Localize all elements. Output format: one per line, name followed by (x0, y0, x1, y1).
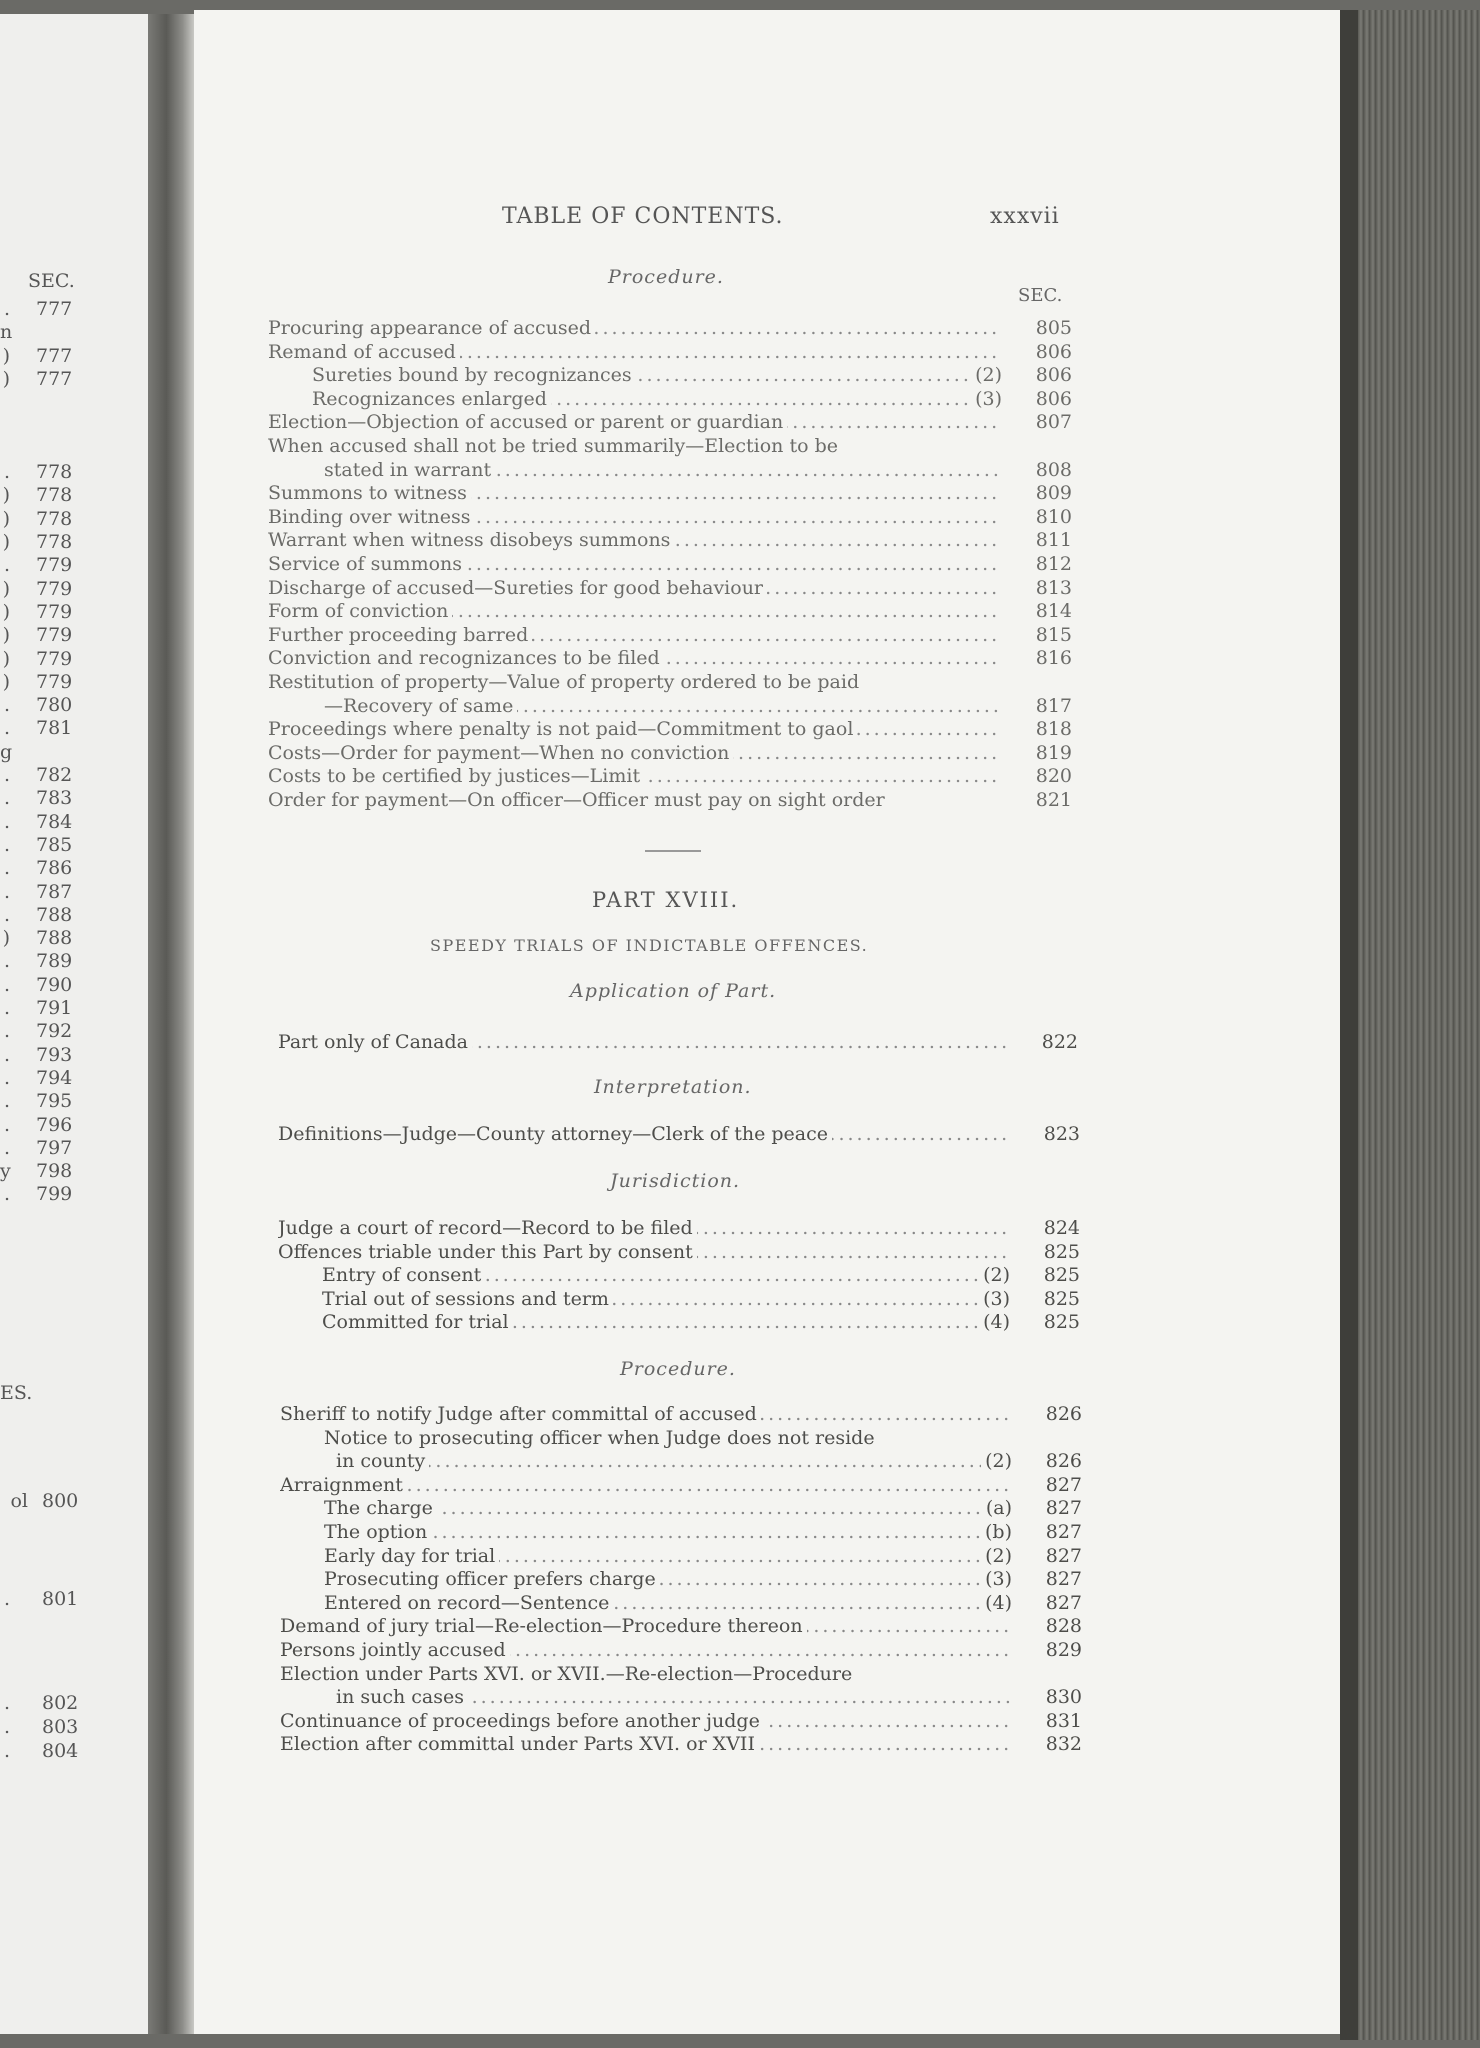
toc-entry-section-number: 825 (1043, 1287, 1080, 1310)
toc-entry (280, 1638, 1082, 1662)
toc-entry-subsection: (4) (981, 1591, 1012, 1615)
toc-entry-section-number: 817 (1035, 694, 1072, 717)
left-page-entry-tail: . (3, 833, 10, 856)
toc-entry (278, 1263, 1080, 1287)
toc-entry-section-number: 806 (1035, 364, 1072, 387)
toc-entry-section-number: 809 (1035, 482, 1072, 505)
sec-column-label: SEC. (1018, 285, 1063, 306)
left-page-entry-tail: ) (2, 484, 10, 507)
left-page-entry-number: 779 (36, 647, 73, 670)
toc-entry-section-number: 806 (1035, 340, 1072, 363)
left-page-entry-number: 803 (42, 1716, 79, 1738)
toc-entry-section-number: 819 (1035, 741, 1072, 764)
toc-entry-label: Recognizances enlarged (312, 388, 551, 410)
left-page-entry-number: 798 (36, 1160, 73, 1183)
toc-entry-text (324, 694, 1002, 718)
left-page-entry-number: 794 (36, 1066, 73, 1089)
toc-entry-subsection: (3) (981, 1567, 1012, 1591)
left-page-entry-number: 777 (36, 367, 73, 390)
toc-entry-subsection: (2) (979, 1263, 1010, 1287)
left-page-entry-tail: ES. (0, 1382, 33, 1404)
left-page-entry-tail: ) (2, 507, 10, 530)
left-page-entry-tail: . (3, 1090, 10, 1113)
toc-entry-label: Demand of jury trial—Re-election—Procedure thereon (280, 1615, 807, 1637)
toc-entry-label: Definitions—Judge—County attorney—Clerk of the peace (278, 1123, 832, 1145)
toc-entry-text (268, 670, 1002, 694)
toc-entry-section-number: 812 (1035, 553, 1072, 575)
toc-entry (268, 387, 1072, 411)
toc-entry-text (324, 1567, 1012, 1591)
toc-entry-label: Binding over witness (268, 506, 474, 528)
toc-entry-section-number: 827 (1045, 1473, 1082, 1496)
left-page-entry-number: 793 (36, 1043, 73, 1066)
toc-entry-label: Notice to prosecuting officer when Judge does not reside (324, 1427, 879, 1449)
toc-entry (278, 1030, 1078, 1054)
toc-entry-text (268, 599, 1002, 623)
left-page-entry-number: 799 (36, 1183, 73, 1206)
left-page-entry-number: 779 (36, 554, 73, 577)
left-page-entry-tail: . (3, 461, 10, 484)
toc-entry-section-number: 818 (1035, 718, 1072, 741)
left-page-entry-tail: ) (2, 647, 10, 670)
section-heading-procedure-2: Procedure. (620, 1358, 736, 1380)
toc-entry-text (268, 434, 1002, 458)
toc-entry-text (268, 481, 1002, 505)
toc-entry (280, 1685, 1082, 1709)
left-page-entry-tail: . (3, 1740, 10, 1762)
toc-entry (268, 741, 1072, 765)
toc-entry-label: Part only of Canada (278, 1031, 472, 1053)
toc-entry-text (280, 1662, 1012, 1686)
toc-entry (268, 434, 1072, 458)
toc-entry-text (278, 1122, 1010, 1146)
left-page-entry-tail: . (3, 997, 10, 1019)
toc-entry-subsection: (4) (979, 1310, 1010, 1334)
toc-entry-text (324, 1426, 1012, 1450)
toc-entry (280, 1591, 1082, 1615)
toc-entry-text (280, 1473, 1012, 1497)
toc-entry-text (324, 458, 1002, 482)
toc-entry-section-number: 825 (1043, 1240, 1080, 1263)
toc-entry-section-number: 823 (1043, 1123, 1080, 1145)
toc-entry (268, 316, 1072, 340)
toc-entry-label: Arraignment (280, 1474, 407, 1496)
left-page-entry-number: 791 (36, 997, 73, 1019)
toc-entry-text (268, 623, 1002, 647)
toc-entry (268, 623, 1072, 647)
toc-entry (280, 1473, 1082, 1497)
toc-entry (268, 646, 1072, 670)
toc-entry-label: Restitution of property—Value of property ordered to be paid (268, 671, 863, 693)
left-page-entry-number: 777 (36, 298, 73, 320)
left-page-entry-tail: ) (2, 927, 10, 950)
left-page-entry-tail: . (3, 1588, 10, 1610)
toc-entry-section-number: 816 (1035, 647, 1072, 670)
toc-entry (268, 363, 1072, 387)
left-page-entry-number: 780 (36, 694, 73, 717)
toc-entry-label: Trial out of sessions and term (322, 1288, 613, 1310)
toc-entry (268, 599, 1072, 623)
toc-entry-section-number: 822 (1041, 1031, 1078, 1053)
toc-entry-text (324, 1496, 1012, 1520)
toc-entry-subsection: (b) (981, 1520, 1012, 1544)
toc-entry-label: Continuance of proceedings before another judge (280, 1710, 764, 1732)
section-heading-jurisdiction: Jurisdiction. (610, 1170, 741, 1192)
toc-entry-subsection: (2) (981, 1449, 1012, 1473)
toc-entry-label: Committed for trial (322, 1311, 513, 1333)
toc-entry-subsection: (3) (979, 1287, 1010, 1311)
toc-entry (278, 1310, 1080, 1334)
toc-entry-label: Order for payment—On officer—Officer must pay on sight order (268, 789, 889, 811)
left-page-entry-tail: . (3, 554, 10, 577)
toc-entry-text (268, 410, 1002, 434)
left-page-entry-tail: . (3, 1692, 10, 1714)
left-page-entry-tail: ) (2, 531, 10, 553)
left-page-entry-tail: g (0, 740, 13, 763)
section-heading-procedure: Procedure. (608, 266, 724, 288)
toc-entry-label: Sureties bound by recognizances (312, 364, 636, 386)
toc-entry-section-number: 814 (1035, 600, 1072, 623)
toc-entry-label: Summons to witness (268, 482, 471, 504)
left-page-entry-number: 779 (36, 624, 73, 647)
left-page-entry-tail: n (0, 321, 13, 344)
left-page-entry-tail: . (3, 950, 10, 973)
toc-entry-label: Judge a court of record—Record to be filed (278, 1217, 697, 1239)
toc-entry-text (280, 1402, 1012, 1426)
left-page-entry-number: 788 (36, 903, 73, 926)
left-page-entry-number: 796 (36, 1113, 73, 1136)
left-page-entry-tail: . (3, 1136, 10, 1159)
toc-entry (280, 1709, 1082, 1733)
toc-entry (268, 694, 1072, 718)
toc-entry-label: When accused shall not be tried summarily—Election to be (268, 435, 842, 457)
left-page-entry-number: 795 (36, 1090, 73, 1113)
left-page-entry-tail: . (3, 787, 10, 810)
toc-entry-subsection: (2) (981, 1544, 1012, 1568)
toc-entry (280, 1544, 1082, 1568)
running-title: TABLE OF CONTENTS. (502, 204, 784, 229)
left-page-entry-tail: ol (10, 1490, 28, 1512)
toc-entry (280, 1426, 1082, 1450)
page-number: xxxvii (990, 204, 1060, 229)
toc-entry-label: Remand of accused (268, 341, 460, 363)
toc-entry-section-number: 827 (1045, 1591, 1082, 1614)
left-page-entry-number: 778 (36, 461, 73, 484)
toc-entry (268, 717, 1072, 741)
toc-entry-label: Conviction and recognizances to be filed (268, 647, 664, 669)
part-title: PART XVIII. (592, 888, 740, 912)
left-page-entry-tail: . (3, 1066, 10, 1089)
left-page-entry-tail: . (3, 1043, 10, 1066)
toc-entry-text (324, 1520, 1012, 1544)
toc-entry-label: Sheriff to notify Judge after committal of accused (280, 1403, 761, 1425)
left-page-entry-number: 782 (36, 764, 73, 786)
toc-entry-text (268, 340, 1002, 364)
left-page-entry-tail: ) (2, 367, 10, 390)
left-page-entry-tail: . (3, 857, 10, 880)
toc-entry (280, 1732, 1082, 1756)
left-page-entry-number: 777 (36, 344, 73, 367)
toc-entry (268, 410, 1072, 434)
toc-entry-text (268, 552, 1002, 576)
toc-entry-section-number: 829 (1045, 1639, 1082, 1661)
left-page-entry-tail: ) (2, 624, 10, 647)
left-page-entry-number: 779 (36, 670, 73, 693)
left-page-entry-number: 779 (36, 577, 73, 600)
toc-entry-text (268, 764, 1002, 788)
toc-entry-section-number: 827 (1045, 1521, 1082, 1543)
toc-entry-text (336, 1449, 1012, 1473)
toc-entry-section-number: 825 (1043, 1264, 1080, 1287)
toc-entry-label: Persons jointly accused (280, 1639, 510, 1661)
toc-entry-text (278, 1216, 1010, 1240)
toc-entry-label: Early day for trial (324, 1545, 499, 1567)
toc-entry-text (268, 646, 1002, 670)
toc-entry-label: Form of conviction (268, 600, 452, 622)
toc-entry-text (278, 1030, 1008, 1054)
left-page-entry-number: 789 (36, 950, 73, 973)
left-page-entry-number: 790 (36, 973, 73, 996)
toc-entry (268, 505, 1072, 529)
toc-entry-text (322, 1287, 1010, 1311)
toc-entry-label: Prosecuting officer prefers charge (324, 1568, 660, 1590)
toc-entry-label: Costs to be certified by justices—Limit (268, 765, 644, 787)
toc-entry (278, 1216, 1080, 1240)
toc-entry-label: Service of summons (268, 553, 466, 575)
toc-entry (278, 1240, 1080, 1264)
left-page-entry-number: 783 (36, 787, 73, 810)
toc-entry (278, 1287, 1080, 1311)
toc-entry-text (324, 1544, 1012, 1568)
toc-entry (268, 764, 1072, 788)
left-page-entry-tail: . (3, 1716, 10, 1738)
left-page-entry-tail: . (3, 717, 10, 740)
toc-entry-section-number: 810 (1035, 505, 1072, 528)
section-heading-interpretation: Interpretation. (594, 1076, 752, 1098)
left-page-entry-number: 792 (36, 1020, 73, 1043)
toc-entry-label: The charge (324, 1497, 437, 1519)
left-page-entry-number: 801 (42, 1588, 79, 1610)
toc-entry-label: Offences triable under this Part by consent (278, 1241, 697, 1263)
toc-entry (280, 1449, 1082, 1473)
left-page-entry-tail: ) (2, 344, 10, 367)
toc-entry (268, 528, 1072, 552)
toc-entry-section-number: 815 (1035, 623, 1072, 646)
toc-entry-text (268, 505, 1002, 529)
toc-entry-label: stated in warrant (324, 459, 495, 481)
toc-entry (268, 576, 1072, 600)
toc-entry-label: Further proceeding barred (268, 624, 532, 646)
toc-entry-section-number: 820 (1035, 765, 1072, 788)
toc-entry-label: —Recovery of same (324, 695, 517, 717)
toc-entry-section-number: 808 (1035, 458, 1072, 481)
toc-entry-text (322, 1310, 1010, 1334)
toc-entry-section-number: 825 (1043, 1311, 1080, 1334)
toc-entry-text (324, 1591, 1012, 1615)
toc-entry-text (268, 717, 1002, 741)
toc-entry-section-number: 828 (1045, 1615, 1082, 1638)
toc-entry-text (280, 1732, 1012, 1756)
part-subtitle: SPEEDY TRIALS OF INDICTABLE OFFENCES. (430, 936, 869, 955)
toc-entry-section-number: 821 (1035, 789, 1072, 811)
left-page-entry-tail: . (3, 973, 10, 996)
toc-entry (268, 340, 1072, 364)
toc-entry-text (312, 363, 1002, 387)
toc-entry-section-number: 826 (1045, 1403, 1082, 1425)
toc-entry (268, 552, 1072, 576)
toc-entry-section-number: 805 (1035, 317, 1072, 339)
left-page-entry-tail: ) (2, 600, 10, 623)
toc-entry-section-number: 824 (1043, 1217, 1080, 1239)
toc-entry-label: in county (336, 1450, 429, 1472)
toc-entry-text (280, 1614, 1012, 1638)
toc-entry-section-number: 807 (1035, 411, 1072, 434)
left-page-entry-number: 788 (36, 927, 73, 950)
toc-entry-label: Entry of consent (322, 1264, 485, 1286)
left-page-sec-header: SEC. (28, 270, 75, 292)
toc-entry-section-number: 826 (1045, 1450, 1082, 1473)
left-page-entry-number: 786 (36, 857, 73, 880)
toc-entry-text (268, 528, 1002, 552)
toc-entry-section-number: 813 (1035, 576, 1072, 599)
toc-entry-section-number: 830 (1045, 1686, 1082, 1709)
left-page-entry-number: 779 (36, 600, 73, 623)
left-page-entry-tail: . (3, 1183, 10, 1206)
left-page-entry-number: 785 (36, 833, 73, 856)
toc-entry-section-number: 811 (1035, 529, 1072, 552)
toc-entry-section-number: 827 (1045, 1568, 1082, 1591)
toc-entry-text (268, 576, 1002, 600)
toc-entry-label: in such cases (336, 1686, 468, 1708)
left-page-entry-tail: . (3, 1113, 10, 1136)
toc-entry-label: Election under Parts XVI. or XVII.—Re-election—Procedure (280, 1663, 856, 1685)
left-page-entry-number: 797 (36, 1136, 73, 1159)
toc-entry-section-number: 831 (1045, 1709, 1082, 1732)
toc-entry-section-number: 806 (1035, 387, 1072, 410)
toc-entry-label: Election after committal under Parts XVI. or XVII (280, 1733, 759, 1755)
left-page-entry-tail: . (3, 810, 10, 833)
left-page-entry-number: 804 (42, 1740, 79, 1762)
toc-entry-section-number: 832 (1045, 1733, 1082, 1756)
toc-entry-text (280, 1709, 1012, 1733)
left-page-entry-number: 778 (36, 531, 73, 553)
left-page-entry-number: 800 (42, 1490, 79, 1512)
left-page-entry-number: 787 (36, 880, 73, 903)
left-page-entry-tail: . (3, 298, 10, 320)
left-page-entry-tail: . (3, 1020, 10, 1043)
left-page-entry-tail: y (0, 1160, 11, 1183)
left-page-entry-number: 784 (36, 810, 73, 833)
toc-entry-text (268, 788, 1002, 812)
toc-entry (280, 1567, 1082, 1591)
toc-entry (268, 670, 1072, 694)
left-page-entry-tail: ) (2, 670, 10, 693)
toc-entry-text (280, 1638, 1012, 1662)
left-page-entry-tail: . (3, 880, 10, 903)
section-divider (645, 850, 701, 852)
toc-entry-section-number: 827 (1045, 1497, 1082, 1520)
left-page-entry-tail: . (3, 764, 10, 786)
left-page-entry-tail: . (3, 903, 10, 926)
toc-entry-text (278, 1240, 1010, 1264)
book-gutter (148, 14, 194, 2034)
toc-entry (280, 1520, 1082, 1544)
toc-entry-label: Election—Objection of accused or parent or guardian (268, 411, 787, 433)
toc-entry-label: Proceedings where penalty is not paid—Commitment to gaol (268, 718, 857, 740)
left-page-entry-tail: . (3, 694, 10, 717)
toc-entry (268, 481, 1072, 505)
toc-entry (280, 1496, 1082, 1520)
toc-entry-text (336, 1685, 1012, 1709)
left-page-entry-tail: ) (2, 577, 10, 600)
toc-entry-text (312, 387, 1002, 411)
toc-entry (280, 1614, 1082, 1638)
toc-entry (280, 1402, 1082, 1426)
toc-entry-text (268, 316, 1002, 340)
toc-entry-subsection: (3) (971, 387, 1002, 411)
toc-entry-subsection: (2) (971, 363, 1002, 387)
toc-entry-label: The option (324, 1521, 431, 1543)
toc-entry-label: Warrant when witness disobeys summons (268, 529, 674, 551)
toc-entry-subsection: (a) (982, 1496, 1012, 1520)
toc-entry-section-number: 827 (1045, 1544, 1082, 1567)
left-page-entry-number: 802 (42, 1692, 79, 1714)
toc-entry-label: Costs—Order for payment—When no conviction (268, 742, 733, 764)
book-edge (1340, 10, 1480, 2040)
section-heading-application: Application of Part. (570, 980, 777, 1002)
toc-entry (268, 458, 1072, 482)
toc-entry (278, 1122, 1080, 1146)
toc-entry-label: Entered on record—Sentence (324, 1592, 613, 1614)
toc-entry (268, 788, 1072, 812)
toc-entry-label: Discharge of accused—Sureties for good behaviour (268, 577, 767, 599)
left-page-entry-number: 778 (36, 507, 73, 530)
left-page-entry-number: 781 (36, 717, 73, 740)
toc-entry-text (268, 741, 1002, 765)
toc-entry-text (322, 1263, 1010, 1287)
book-edge-shadow (1340, 10, 1358, 2040)
left-page-entry-number: 778 (36, 484, 73, 507)
toc-entry-label: Procuring appearance of accused (268, 317, 595, 339)
toc-entry (280, 1662, 1082, 1686)
